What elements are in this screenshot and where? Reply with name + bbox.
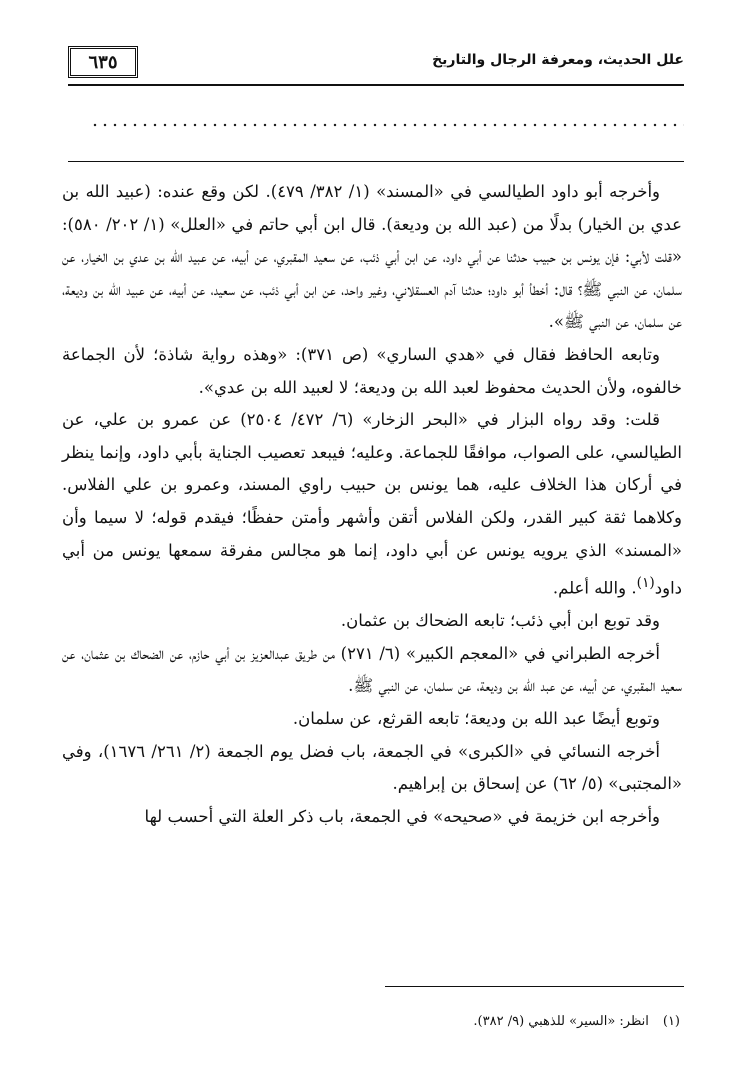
paragraph: أخرجه الطبراني في «المعجم الكبير» (٦/ ٢٧١) من طريق عبدالعزيز بن أبي حازم، عن الضحاك بن عثمان، عن سعيد المقبري، عن أبيه، عن عبد الله بن وديعة، عن سلمان، عن النبي ﷺ. bbox=[62, 643, 682, 696]
header-rule bbox=[68, 84, 684, 86]
paragraph: وأخرجه ابن خزيمة في «صحيحه» في الجمعة، باب ذكر العلة التي أحسب لها bbox=[144, 806, 660, 826]
main-text bbox=[62, 176, 682, 833]
section-rule bbox=[68, 161, 684, 162]
page-header bbox=[68, 42, 684, 82]
footnote-rule bbox=[385, 986, 684, 987]
paragraph-tail: . والله أعلم. bbox=[552, 578, 637, 598]
paragraph bbox=[62, 404, 682, 605]
paragraph: وأخرجه أبو داود الطيالسي في «المسند» (١/ ٣٨٢/ ٤٧٩). لكن وقع عنده: (عبيد الله بن عدي بن الخيار) بدلًا من (عبد الله بن وديعة). قال ابن أبي حاتم في «العلل» (١/ ٢٠٢/ ٥٨٠): «قلت لأبي: فإن يونس بن حبيب حدثنا عن أبي داود، عن ابن أبي ذئب، عن سعيد المقبري، عن أبيه، عن عبيد الله بن عدي بن الخيار، عن سلمان، عن النبي ﷺ؟ قال: أخطأ أبو داود؛ حدثنا آدم العسقلاني، وغير واحد، عن ابن أبي ذئب، عن سعيد، عن أبيه، عن عبيد الله بن وديعة، عن سلمان، عن النبي ﷺ». bbox=[62, 182, 682, 332]
paragraph: أخرجه النسائي في «الكبرى» في الجمعة، باب فضل يوم الجمعة (٢/ ٢٦١/ ١٦٧٦)، وفي «المجتبى» (٥/ ٦٢) عن إسحاق بن إبراهيم. bbox=[62, 741, 682, 794]
footnote-number: (١) bbox=[662, 1014, 680, 1029]
page-number: ٦٣٥ bbox=[68, 46, 138, 78]
dotted-separator bbox=[90, 118, 684, 132]
footnote bbox=[62, 1012, 680, 1032]
footnote-text: انظر: «السير» للذهبي (٩/ ٣٨٢). bbox=[473, 1014, 649, 1029]
paragraph: وتوبع أيضًا عبد الله بن وديعة؛ تابعه القرثع، عن سلمان. bbox=[292, 709, 660, 728]
paragraph: وقد توبع ابن أبي ذئب؛ تابعه الضحاك بن عثمان. bbox=[340, 611, 660, 631]
footnote-marker: (١) bbox=[636, 575, 655, 592]
running-title: علل الحديث، ومعرفة الرجال والتاريخ bbox=[432, 52, 684, 68]
paragraph: وتابعه الحافظ فقال في «هدي الساري» (ص ٣٧١): «وهذه رواية شاذة؛ لأن الجماعة خالفوه، ولأن الحديث محفوظ لعبد الله بن وديعة؛ لا لعبيد الله بن عدي». bbox=[62, 344, 682, 397]
paragraph-text: قلت: وقد رواه البزار في «البحر الزخار» (٦/ ٤٧٢/ ٢٥٠٤) عن عمرو بن علي، عن الطيالسي، على الصواب، موافقًا للجماعة. وعليه؛ فيبعد تعصيب الجناية بأبي داود، وإنما ينظر في أركان هذا الخلاف عليه، هما يونس بن حبيب راوي المسند، وعمرو بن علي الفلاس. وكلاهما ثقة كبير القدر، ولكن الفلاس أتقن وأشهر وأمتن حفظًا؛ فيقدم قوله؛ لا سيما وأن «المسند» الذي يرويه يونس عن أبي داود، إنما هو مجالس مفرقة سمعها يونس من أبي داود bbox=[62, 410, 682, 598]
